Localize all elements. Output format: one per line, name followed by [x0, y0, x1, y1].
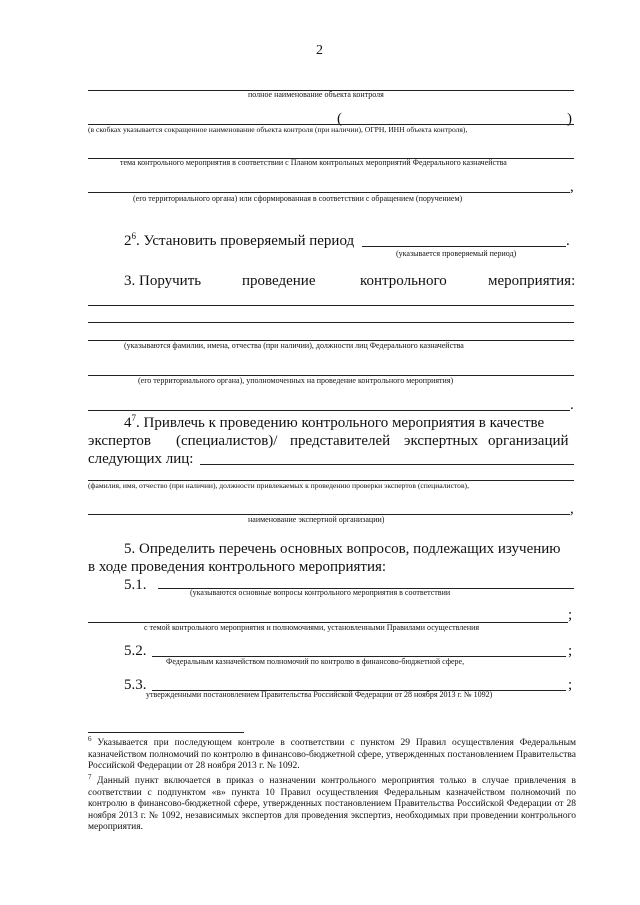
item4-line-1 [124, 414, 544, 432]
sub1-caption: (указываются основные вопросы контрольного мероприятия в соответствии [190, 588, 451, 597]
sub3-caption: утвержденными постановлением Правительства Российской Федерации от 28 ноября 2013 г. № 1092) [146, 690, 493, 699]
item2-number: 2 [124, 233, 132, 249]
item3-line-2 [88, 322, 574, 323]
item5-line-2: в ходе проведения контрольного мероприятия: [88, 559, 387, 575]
footnote-6-mark: 6 [88, 734, 92, 743]
sub2-caption: Федеральным казначейством полномочий по контролю в финансово-бюджетной сфере, [166, 657, 465, 666]
item4-number: 4 [124, 415, 132, 431]
sub3-label: 5.3. [124, 677, 147, 693]
item4-footnote-mark: 7 [131, 413, 136, 423]
item4-word-2: (специалистов)/ [176, 433, 278, 449]
item4-end: , [570, 501, 574, 517]
territorial-caption: (его территориального органа) или сформированная в соответствии с обращением (поручением) [133, 194, 463, 203]
item3-word-3: контрольного [360, 273, 447, 289]
sub2-label: 5.2. [124, 643, 147, 659]
item3-caption-2: (его территориального органа), уполномоченных на проведение контрольного мероприятия) [138, 376, 454, 385]
period-line [362, 246, 566, 247]
item4-word-5: организаций [488, 433, 569, 449]
item4-text: . Привлечь к проведению контрольного мероприятия в качестве [136, 415, 545, 431]
item3-line-1 [88, 305, 574, 306]
footnote-6 [88, 734, 576, 773]
footnote-7-text: Данный пункт включается в приказ о назначении контрольного мероприятия только в случае привлечения в соответствии с подпунктом «в» пункта 10 Правил осуществления Федеральным казначейством полномочий по контролю в финансово-бюджетной сфере, утвержденных постановлением Правительства Российской Федерации от 28 ноября 2013 г. № 1092, независимых экспертов для проведения экспертиз, необходимых при проведении контрольного мероприятия. [88, 776, 576, 832]
footnote-separator [88, 732, 244, 733]
item2-text: . Установить проверяемый период [136, 233, 355, 249]
item4-word-3: представителей [290, 433, 391, 449]
item3-end: . [570, 397, 574, 413]
sub2-semicolon: ; [568, 643, 573, 659]
footnote-7 [88, 772, 576, 834]
topic-line-2 [88, 192, 570, 193]
open-paren: ( [337, 111, 342, 127]
item3-line-5 [88, 410, 570, 411]
item5-line-1: 5. Определить перечень основных вопросов, подлежащих изучению [124, 541, 561, 557]
item4-caption-2: наименование экспертной организации) [248, 515, 385, 524]
item4-word-4: экспертных [404, 433, 479, 449]
close-paren: ) [567, 111, 572, 127]
object-name-caption: полное наименование объекта контроля [248, 90, 384, 99]
item3-word-2: проведение [242, 273, 316, 289]
period-caption: (указывается проверяемый период) [396, 249, 517, 258]
item3-word-1: 3. Поручить [124, 273, 202, 289]
item4-line-3: следующих лиц: [88, 451, 194, 467]
short-name-caption: (в скобках указывается сокращенное наименование объекта контроля (при наличии), ОГРН, ИНН объекта контроля), [88, 125, 468, 134]
item2-footnote-mark: 6 [131, 231, 136, 241]
sub1-caption-2: с темой контрольного мероприятия и полномочиями, установленными Правилами осуществления [144, 623, 480, 632]
item2-end: . [566, 233, 570, 249]
sub1-semicolon: ; [568, 607, 573, 623]
sub3-semicolon: ; [568, 677, 573, 693]
sub1-label: 5.1. [124, 577, 147, 593]
item4-word-1: экспертов [88, 433, 151, 449]
topic-caption: тема контрольного мероприятия в соответствии с Планом контрольных мероприятий Федерального казначейства [120, 158, 507, 167]
footnote-7-mark: 7 [88, 772, 92, 781]
page-number: 2 [316, 43, 323, 58]
footnote-6-text: Указывается при последующем контроле в соответствии с пунктом 29 Правил осуществления Федеральным казначейством полномочий по контролю в финансово-бюджетной сфере, утвержденных постановлением Правительства Российской Федерации от 28 ноября 2013 г. № 1092. [88, 738, 576, 771]
experts-line-1 [200, 464, 574, 465]
item3-word-4: мероприятия: [488, 273, 576, 289]
item2-label [124, 232, 354, 250]
item3-caption-1: (указываются фамилии, имена, отчества (при наличии), должности лиц Федерального казначейства [124, 341, 464, 350]
item4-caption-1: (фамилия, имя, отчество (при наличии), должности привлекаемых к проведению проверки экспертов (специалистов), [88, 481, 469, 490]
topic-end-comma: , [570, 179, 574, 195]
